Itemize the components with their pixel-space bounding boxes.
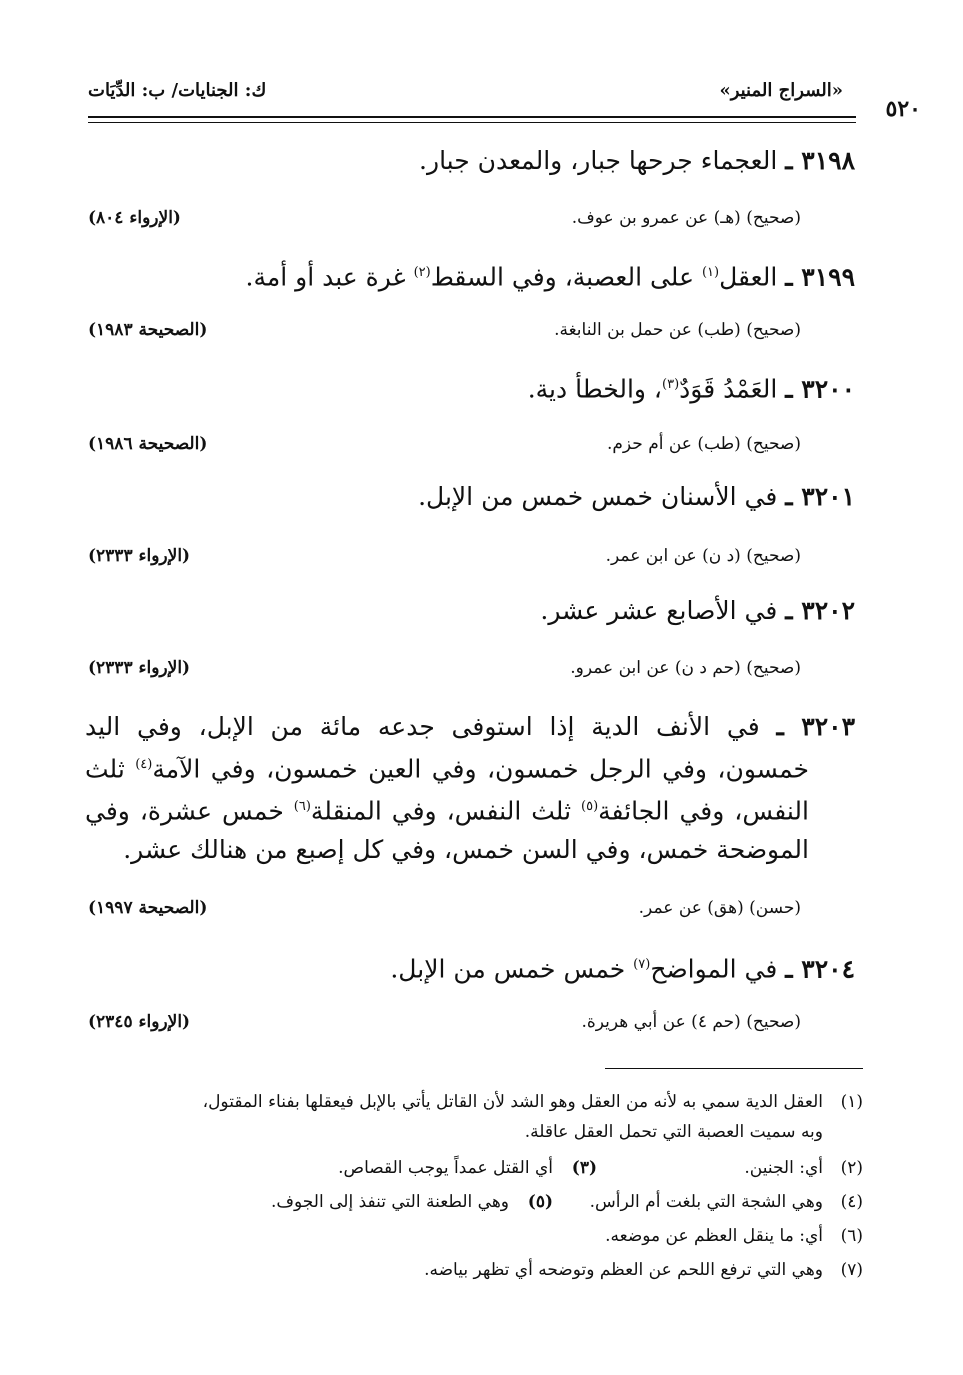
hadith-number: ٣١٩٩ ـ [785,262,855,292]
hadith-source-row [88,434,801,464]
hadith-text: في الأسنان خمس خمس من الإبل. [418,482,778,511]
hadith-grade: (صحيح) (طب) عن حمل بن النابغة. [554,320,801,340]
hadith-number: ٣٢٠١ ـ [785,482,855,511]
hadith-text-part: ، والخطأ دية. [527,374,662,404]
footnote-1 [83,1088,863,1116]
hadith-entry [85,478,855,516]
header-rule-thin [88,122,856,123]
footnote-number: (١) [840,1092,863,1112]
hadith-text: في الأنف الدية إذا استوفى جدعه مائة من الإبل، وفي اليد [85,712,760,741]
chapter-heading: ك: الجنايات/ ب: الدِّيَات [88,80,267,101]
hadith-text: الموضحة خمس، وفي السن خمس، وفي كل إصبع من هنالك عشر. [123,834,809,864]
hadith-grade: (صحيح) (د ن) عن ابن عمر. [605,546,801,566]
hadith-reference: (الإرواء ٢٣٣٣) [88,658,191,678]
hadith-text: ثلث [85,754,136,784]
hadith-text-part: العَمْدُ قَوَدٌ [679,374,778,404]
footnote-number: (٧) [840,1260,863,1280]
header-rule-thick [88,116,856,118]
footnote-6 [83,1222,863,1250]
hadith-number: ٣٢٠٢ ـ [785,596,855,625]
hadith-text-part: غرة عبد أو أمة. [245,262,414,292]
hadith-entry [85,254,855,296]
hadith-source-row [88,898,801,928]
hadith-number: ٣٢٠٣ ـ [776,712,855,741]
hadith-entry [85,142,855,180]
footnote-separator [605,1068,863,1069]
hadith-source-row [88,1012,801,1042]
hadith-text: ثلث النفس، وفي المنقلة [310,796,582,826]
footnote-text: وهي التي ترفع اللحم عن العظم وتوضحه أي تظهر بياضه. [424,1260,823,1280]
hadith-text: العجماء جرحها جبار، والمعدن جبار. [419,146,778,175]
hadith-reference: (الإرواء ٢٣٤٥) [88,1012,191,1032]
footnote-marker[interactable]: (٣) [662,377,680,392]
footnote-number: (٦) [840,1226,863,1246]
hadith-text-part: على العصبة، وفي السقط [430,262,702,292]
footnote-1-continued [83,1118,823,1146]
hadith-reference: (الإرواء ٨٠٤) [88,208,181,228]
footnote-number: (٣) [571,1158,597,1178]
hadith-line [85,831,855,869]
hadith-entry [85,592,855,630]
hadith-text: في الأصابع عشر عشر. [540,596,778,625]
hadith-reference: (الإرواء ٢٣٣٣) [88,546,191,566]
hadith-text: النفس، وفي الجائفة [598,796,809,826]
footnote-number: (٥) [527,1192,553,1212]
hadith-reference: (الصحيحة ١٩٨٦) [88,434,208,454]
footnote-text: أي: ما ينقل العظم عن موضعه. [605,1226,823,1246]
footnote-text: أي: الجنين. [744,1158,823,1178]
footnote-marker[interactable]: (٢) [413,265,431,280]
footnote-pair-2-3 [338,1154,863,1182]
hadith-line [85,788,855,830]
footnote-text: وبه سميت العصبة التي تحمل العقل عاقلة. [524,1122,823,1142]
hadith-number: ٣٢٠٤ ـ [785,954,855,984]
hadith-text-part: العقل [719,262,778,292]
footnote-marker[interactable]: (٧) [633,957,651,972]
hadith-source-row [88,320,801,350]
book-title: «السراج المنير» [719,80,843,101]
footnote-marker[interactable]: (٦) [293,799,311,815]
footnote-pair-4-5 [271,1188,863,1216]
footnote-7 [83,1256,863,1284]
hadith-source-row [88,658,801,688]
hadith-text: خمسون، وفي الرجل خمسون، وفي العين خمسون، وفي الآمة [152,754,809,784]
footnote-text: وهي الشجة التي بلغت أم الرأس. [589,1192,823,1212]
hadith-reference: (الصحيحة ١٩٩٧) [88,898,208,918]
hadith-text: خمس عشرة، وفي [85,796,294,826]
hadith-grade: (صحيح) (هـ) عن عمرو بن عوف. [571,208,801,228]
footnote-marker[interactable]: (١) [701,265,720,280]
hadith-text-part: في المواضح [650,954,778,984]
footnote-marker[interactable]: (٤) [135,757,153,772]
hadith-entry [85,708,855,869]
hadith-reference: (الصحيحة ١٩٨٣) [88,320,208,340]
hadith-line [85,708,855,746]
footnote-text: العقل الدية سمي به لأنه من العقل وهو الشد لأن القاتل يأتي بالإبل فيعقلها بفناء المقتول، [202,1092,823,1112]
hadith-number: ٣١٩٨ ـ [785,146,855,175]
hadith-text-part: خمس خمس من الإبل. [390,954,634,984]
hadith-source-row [88,546,801,576]
footnote-text: وهي الطعنة التي تنفذ إلى الجوف. [271,1192,509,1212]
hadith-grade: (صحيح) (حم ٤) عن أبي هريرة. [581,1012,801,1032]
hadith-grade: (صحيح) (حم د ن) عن ابن عمرو. [570,658,801,678]
hadith-entry [85,946,855,988]
hadith-line [85,746,855,788]
footnote-number: (٤) [840,1192,863,1212]
page-number: ٥٢٠ [885,96,921,122]
hadith-entry [85,366,855,408]
footnote-text: أي القتل عمداً يوجب القصاص. [338,1158,553,1178]
footnote-marker[interactable]: (٥) [581,799,599,815]
hadith-source-row [88,208,801,238]
footnote-number: (٢) [840,1158,863,1178]
hadith-grade: (صحيح) (طب) عن أم حزم. [606,434,801,454]
hadith-number: ٣٢٠٠ ـ [785,374,855,404]
hadith-grade: (حسن) (هق) عن عمر. [638,898,801,918]
